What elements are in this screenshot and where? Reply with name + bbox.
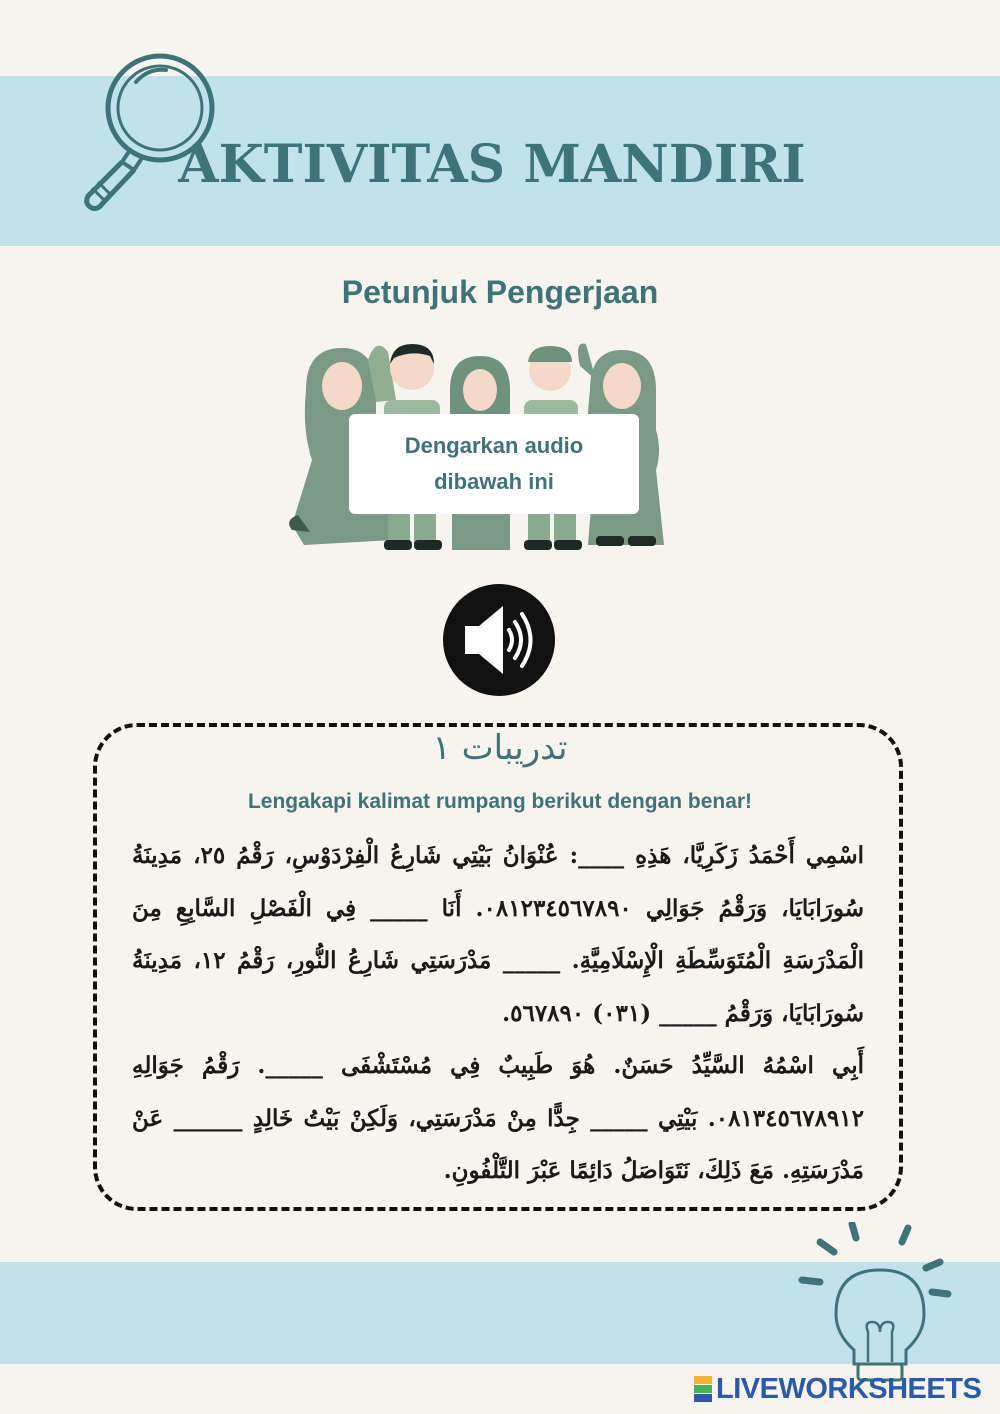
brand-footer[interactable] xyxy=(694,1374,981,1404)
lightbulb-icon xyxy=(780,1222,980,1382)
brand-name: LIVEWORKSHEETS xyxy=(716,1372,982,1405)
page-title: AKTIVITAS MANDIRI xyxy=(178,134,806,195)
instructions-heading: Petunjuk Pengerjaan xyxy=(341,274,659,310)
exercise-paragraph-2: أَبِي اسْمُهُ السَّيِّدُ حَسَنٌ. هُوَ طَبِيبٌ فِي مُسْتَشْفَى _____. رَقْمُ جَوَالِهِ ٠٨١٣٤٥٦٧٨٩١٢. بَيْتِي _____ جِدًّا مِنْ مَدْرَسَتِي، وَلَكِنْ بَيْتُ خَالِدٍ ______ عَنْ مَدْرَسَتِهِ. مَعَ ذَلِكَ، نَتَوَاصَلُ دَائِمًا عَبْرَ التَّلْفُونِ. xyxy=(132,1052,864,1184)
audio-play-button[interactable] xyxy=(443,584,555,696)
sign-line-2: dibawah ini xyxy=(434,469,554,494)
sign-line-1: Dengarkan audio xyxy=(404,433,584,458)
exercise-title: تدريبات ١ xyxy=(432,728,568,768)
speaker-icon xyxy=(443,584,555,696)
instruction-sign xyxy=(349,414,639,514)
exercise-paragraph-1: اسْمِي أَحْمَدُ زَكَرِيَّا، هَذِهِ ____: عُنْوَانُ بَيْتِي شَارِعُ الْفِرْدَوْسِ، رَقْمُ ٢٥، مَدِينَةُ سُورَابَايَا، وَرَقْمُ جَوَالِي ٠٨١٢٣٤٥٦٧٨٩٠. أَنَا _____ فِي الْفَصْلِ السَّابِعِ مِنَ الْمَدْرَسَةِ الْمُتَوَسِّطَةِ الْإِسْلَامِيَّةِ. _____ مَدْرَسَتِي شَارِعُ النُّورِ، رَقْمُ ١٢، مَدِينَةُ سُورَابَايَا، وَرَقْمُ _____ (٠٣١) ٥٦٧٨٩٠. xyxy=(132,842,865,1027)
brand-logo-icon xyxy=(694,1376,712,1402)
exercise-instruction: Lengakapi kalimat rumpang berikut dengan benar! xyxy=(247,790,753,813)
